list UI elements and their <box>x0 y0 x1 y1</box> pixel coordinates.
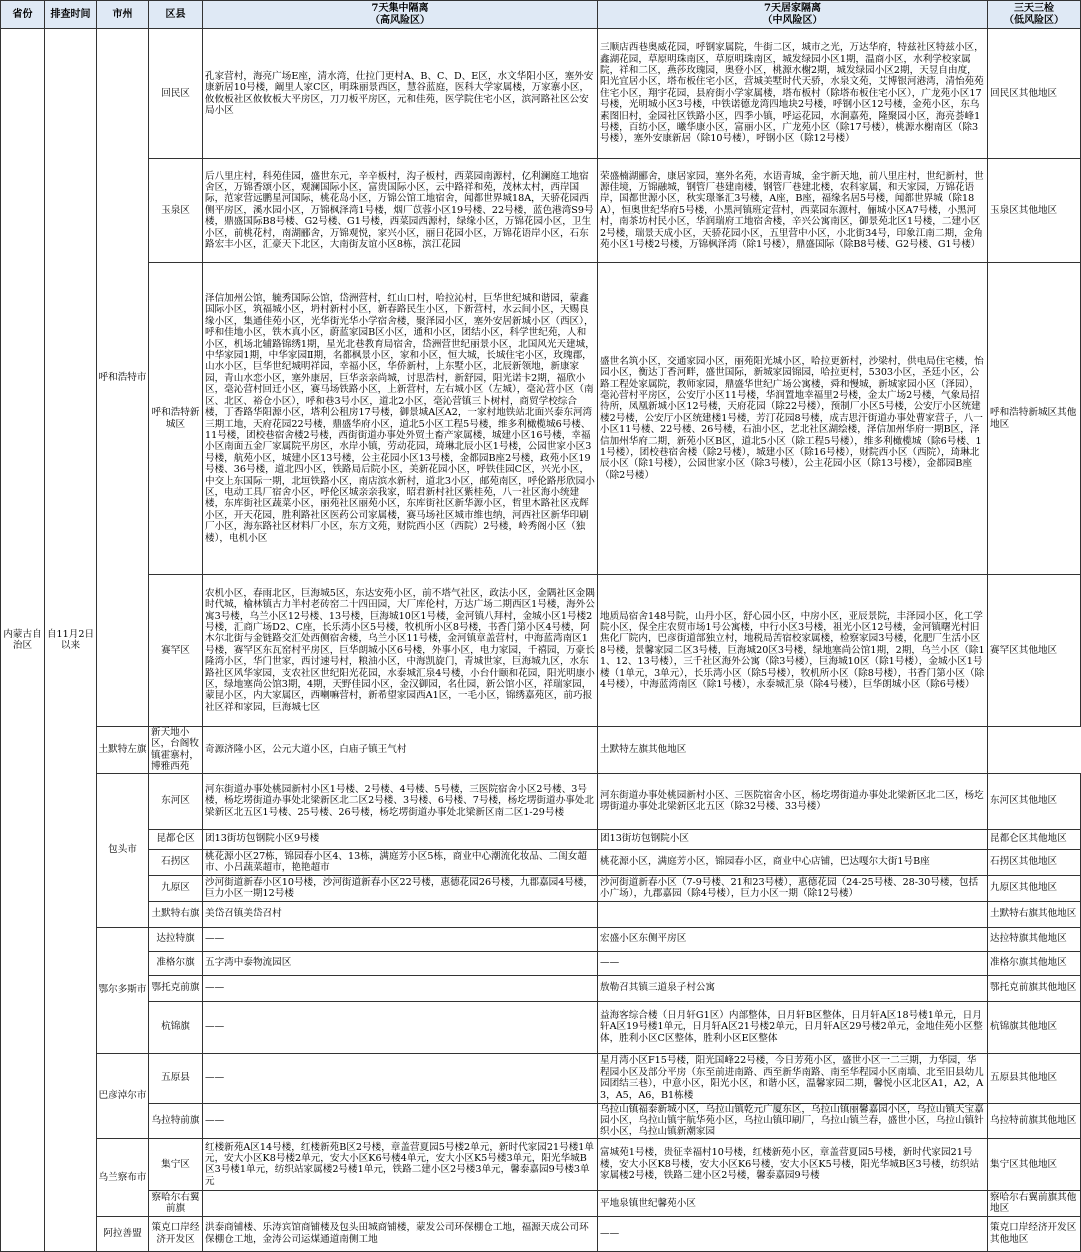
mid-risk-cell: 沙河街道新春小区（7-9号楼、21和23号楼），惠德花园（24-25号楼、28-30号楼，包括小广场），九郡嘉园（除4号楼），巨力小区一期（除12号楼） <box>598 875 988 901</box>
district-cell: 集宁区 <box>149 1138 203 1190</box>
header-mid-subtitle: （中风险区） <box>762 14 823 26</box>
district-cell: 石拐区 <box>149 849 203 875</box>
low-risk-cell: 土默特右旗其他地区 <box>988 901 1081 927</box>
low-risk-cell: 玉泉区其他地区 <box>988 159 1081 263</box>
low-risk-cell: 乌拉特前旗其他地区 <box>988 1103 1081 1138</box>
low-risk-cell: 土默特左旗其他地区 <box>598 727 988 774</box>
table-row <box>1 975 1081 1001</box>
table-row <box>1 829 1081 849</box>
district-cell: 土默特右旗 <box>149 901 203 927</box>
mid-risk-cell: 盛世名筑小区，交通家园小区，丽苑阳光城小区，哈拉更新村，沙梁村，供电局住宅楼，怡园小区，衡达丁香河畔，盛世国际，新城家园锦园，哈拉更村，5303小区，圣廷小区，公路工程处家属院，教师家园，鼎盛华世纪广场公寓楼，舜和慢城，新城家园小区（泽园），毫沁营村平房区，公安厅小区11号楼，华润置地幸福里2号楼，金太广场2号楼，气象局招待所，凤凰新城小区12号楼，天府花园（除22号楼），预制厂小区5号楼，公安厅小区统建楼2号楼，公安厅小区统建楼1号楼，芳汀花园8号楼，成吉思汗街道办事处曹家营子，八一小区11号楼、22号楼、26号楼，石油小区，艺北社区湖绘楼，泽信加州华府一期B区，泽信加州华府二期，新苑小区B区，道北5小区（除工程5号楼），维多利橄榄城（除6号楼、11号楼），团校巷宿舍楼（除2号楼），城建小区（除16号楼），财院西小区（西院），琦琳北辰小区（除1号楼），公园世家小区（除3号楼），公主花园小区（除13号楼），金都园B座（除2号楼） <box>598 263 988 575</box>
mid-risk-cell: 益海客综合楼（日月轩G1区）内部整体，日月轩B区整体，日月轩A区18号楼1单元，日月轩A区19号楼1单元，日月轩A区21号楼2单元，日月轩A区29号楼2单元，金地佳苑小区整体，胜利小区C区整体，胜利小区E区整体 <box>598 1001 988 1053</box>
province-cell: 内蒙古自治区 <box>1 29 45 1252</box>
header-time: 排查时间 <box>45 1 97 29</box>
table-row <box>1 263 1081 575</box>
high-risk-cell <box>203 1190 598 1216</box>
header-province: 省份 <box>1 1 45 29</box>
district-cell: 九原区 <box>149 875 203 901</box>
district-cell: 昆都仑区 <box>149 829 203 849</box>
table-row <box>1 901 1081 927</box>
header-low-title: 三天三检 <box>1014 3 1054 14</box>
high-risk-cell: —— <box>203 975 598 1001</box>
header-district: 区县 <box>149 1 203 29</box>
mid-risk-cell: 富城苑1号楼，贵征幸福村10号楼，红楼新苑小区，章盖营夏园5号楼，新时代家园21号楼，安大小区K8号楼，安大小区K6号楼，安大小区K5号楼，阳光华城B区3号楼，纺织站家属楼2号楼，铁路二建小区2号楼，馨泰嘉园9号楼 <box>598 1138 988 1190</box>
mid-risk-cell: 宏盛小区东侧平房区 <box>598 927 988 951</box>
table-row <box>1 951 1081 975</box>
high-risk-cell: —— <box>203 1053 598 1103</box>
table-row <box>1 1138 1081 1190</box>
district-cell: 杭锦旗 <box>149 1001 203 1053</box>
mid-risk-cell: —— <box>598 951 988 975</box>
mid-risk-cell: 三顺店西巷奥威花园，呼钢家属院，牛街二区，城市之光，万达华府，特兹社区特兹小区，鑫湖花园，草原明珠南区，草原明珠南区，城发绿园小区1期，温商小区，水利学校家属院，祥和二区，燕莎玫瑰园，奥登小区，桃源水榭2期，城发绿园小区2期，天昱自由度，阳光宜居小区，塔布板住宅小区，营城美墅时代天骄，水泉文苑，艾博银河港湾，清怡苑苑住宅小区，翔宇花园，县府街小学家属楼，塔布板村（除塔布板住宅小区），广龙苑小区17号楼，光明城小区3号楼，中铁诺德龙湾四地块2号楼，呼钢小区12号楼，金苑小区，东乌素图旧村，金园社区铁路小区，四季小镇，呼运花园，水涧嘉苑，隆聚园小区，海亮荟峰1号楼，百纺小区，曦华康小区，富丽小区，广龙苑小区（除17号楼），桃源水榭南区（除3号楼），塞外安康新居（除10号楼），呼钢小区（除12号楼） <box>598 29 988 159</box>
table-row <box>1 575 1081 727</box>
high-risk-cell: —— <box>203 927 598 951</box>
district-cell: 准格尔旗 <box>149 951 203 975</box>
low-risk-cell: 策克口岸经济开发区其他地区 <box>988 1216 1081 1251</box>
table-row <box>1 927 1081 951</box>
table-row <box>1 727 1081 774</box>
table-row <box>1 1216 1081 1251</box>
district-cell: 察哈尔右翼前旗 <box>149 1190 203 1216</box>
high-risk-cell: 新天地小区，台阁牧镇霍寨村，博雅西苑 <box>149 727 203 774</box>
district-cell: 赛罕区 <box>149 575 203 727</box>
header-row <box>1 1 1081 29</box>
low-risk-cell: 杭锦旗其他地区 <box>988 1001 1081 1053</box>
district-cell: 策克口岸经济开发区 <box>149 1216 203 1251</box>
low-risk-cell: 昆都仑区其他地区 <box>988 829 1081 849</box>
high-risk-cell: 团13街坊包钢院小区9号楼 <box>203 829 598 849</box>
district-cell: 呼和浩特新城区 <box>149 263 203 575</box>
table-row <box>1 159 1081 263</box>
low-risk-cell: 回民区其他地区 <box>988 29 1081 159</box>
mid-risk-cell: 桃花源小区，满庭芳小区，锦园春小区，商业中心店铺，巴达嘎尔大街1号B座 <box>598 849 988 875</box>
time-cell: 自11月2日以来 <box>45 29 97 1252</box>
district-cell: 五原县 <box>149 1053 203 1103</box>
high-risk-cell: 沙河街道新春小区10号楼，沙河街道新春小区22号楼，惠德花园26号楼，九郡嘉园4号楼，巨力小区一期12号楼 <box>203 875 598 901</box>
low-risk-cell: 石拐区其他地区 <box>988 849 1081 875</box>
mid-risk-cell: 团13街坊包钢院小区 <box>598 829 988 849</box>
city-cell: 乌兰察布市 <box>97 1138 149 1216</box>
mid-risk-cell <box>598 901 988 927</box>
city-cell: 阿拉善盟 <box>97 1216 149 1251</box>
mid-risk-cell: 乌拉山镇福泰新城小区，乌拉山镇乾元广厦东区，乌拉山镇丽馨嘉园小区，乌拉山镇天宝嘉园小区，乌拉山镇宇航华苑小区，乌拉山镇印刷厂，乌拉山镇兰春，盛世小区，乌拉山镇针织小区，乌拉山镇新潮家园 <box>598 1103 988 1138</box>
mid-risk-cell: 地质局宿舍148号院，山丹小区，舒心园小区，中房小区，亚辰景院，丰泽园小区，化工学院小区，保全庄农贸市场1号公寓楼，中行小区3号楼，祖光小区12号楼，金河镇曙光村旧焦化厂院内，巴彦街道部独立村，地税局苦宿校家属楼，检察家园3号楼，化肥厂生活小区8号楼，景馨家园二区3号楼，巨海城20区3号楼，绿地塞尚公馆1期，2期，乌兰小区（除11、12、13号楼），三千社区海外公寓（除3号楼），巨海城10区（除1号楼），金城小区1号楼（1单元，3单元），长乐湾小区（除5号楼），牧机所小区（除8号楼），书香门第小区（除4号楼），中海蓝湾南区（除1号楼），永泰城汇泉（除4号楼），巨华朗城小区（除6号楼） <box>598 575 988 727</box>
low-risk-cell: 准格尔旗其他地区 <box>988 951 1081 975</box>
city-cell: 呼和浩特市 <box>97 29 149 727</box>
district-cell: 乌拉特前旗 <box>149 1103 203 1138</box>
high-risk-cell: —— <box>203 1103 598 1138</box>
high-risk-cell: 孔家营村，海亮广场E座，清水湾，仕拉门更村A、B、C、D、E区，水文华阳小区，塞外安康新居10号楼，阚里人家C区，明珠丽景西区，慧谷蓝庭，医科大学家属楼，万家寨小区，攸攸板社区攸攸板大平房区，刀刀板平房区，元和佳苑，医学院住宅小区，滨河路社区公安局小区 <box>203 29 598 159</box>
mid-risk-cell: 平地泉镇世纪馨苑小区 <box>598 1190 988 1216</box>
table-row <box>1 773 1081 829</box>
city-cell: 包头市 <box>97 773 149 927</box>
low-risk-cell: 五原县其他地区 <box>988 1053 1081 1103</box>
header-mid-title: 7天居家隔离 <box>764 3 821 14</box>
district-cell: 东河区 <box>149 773 203 829</box>
low-risk-cell: 东河区其他地区 <box>988 773 1081 829</box>
mid-risk-cell: —— <box>598 1216 988 1251</box>
low-risk-cell: 赛罕区其他地区 <box>988 575 1081 727</box>
district-cell: 回民区 <box>149 29 203 159</box>
low-risk-cell: 九原区其他地区 <box>988 875 1081 901</box>
low-risk-cell: 鄂托克前旗其他地区 <box>988 975 1081 1001</box>
mid-risk-cell: 荣盛楠湖郦舍，康居家园，塞外名苑，水语青城，金宇新天地，前八里庄村，世纪新村，世源佳境，万锦融城，钢管厂巷建南楼，钢管厂巷建北楼，农科家属，和天家园，万锦花语岸，国都世源小区，秋实璟峯汇3号楼，A座，B座，福缘名居5号楼，闻都世界城（除18A），恒奥世纪华府5号楼，小黑河镇班定营村，西菜园东源村，俪城小区A7号楼，小黑河村，南茶坊村民小区，华润瑞府工地宿舍楼，辛兴公寓南区，御景苑北区1号楼，二建小区2号楼，瑞景天成小区，天骄花园小区，五里营中小区，小北街34号，印象江南二期，金角苑小区1号楼2号楼，万锦枫泽湾（除1号楼），鼎盛国际（除B8号楼、G2号楼、G1号楼） <box>598 159 988 263</box>
header-mid-risk <box>598 1 988 29</box>
table-row <box>1 875 1081 901</box>
table-row <box>1 849 1081 875</box>
header-city: 市州 <box>97 1 149 29</box>
low-risk-cell: 集宁区其他地区 <box>988 1138 1081 1190</box>
header-low-subtitle: （低风险区） <box>1004 14 1064 26</box>
mid-risk-cell: 奇源济隆小区，公元大道小区，白庙子镇王气村 <box>203 727 598 774</box>
high-risk-cell: 五字湾中泰物流园区 <box>203 951 598 975</box>
table-row <box>1 1001 1081 1053</box>
low-risk-cell: 呼和浩特新城区其他地区 <box>988 263 1081 575</box>
mid-risk-cell: 星月湾小区F15号楼，阳光国峰22号楼，今日芳苑小区，盛世小区一二三期，力华园，华程园小区及部分平房（东至前进南路、西至新华南路、南至华程园小区南墙、北至旧县幼儿园团结三巷），中意小区，阳光小区，和谐小区，温馨家园二期，馨悦小区北区A1，A2，A3，A5，A6，B1栋楼 <box>598 1053 988 1103</box>
high-risk-cell: 美岱召镇美岱召村 <box>203 901 598 927</box>
header-high-subtitle: （高风险区） <box>370 14 430 26</box>
header-high-risk <box>203 1 598 29</box>
mid-risk-cell: 敖勒召其镇三道泉子村公寓 <box>598 975 988 1001</box>
district-cell: 鄂托克前旗 <box>149 975 203 1001</box>
high-risk-cell: 桃花源小区27栋，锦园春小区4、13栋，满庭芳小区5栋，商业中心潮流化妆品、二闺女超市、小吕蔬菜超市，艳艳超市 <box>203 849 598 875</box>
table-row <box>1 1103 1081 1138</box>
table-row <box>1 29 1081 159</box>
high-risk-cell: 农机小区，春雨北区，巨海城5区，东达安苑小区，前不塔气社区，政法小区，金隅社区金隅时代城，榆林镇古力半村老砖窑二十四田园，大厂库伦村，万达广场二期西区1号楼，海外公寓3号楼，乌兰小区12号楼、13号楼，巨海城10区1号楼，金河镇八拜村，金城小区1号楼2号楼，汇商广场D2、C座，长乐湾小区5号楼，牧机所小区8号楼，书香门第小区4号楼，阿木尔北街与金链路交汇处西侧宿舍楼，乌兰小区11号楼，金河镇章盖营村，中海蓝湾南区1号楼，赛罕区东瓦窑村平房区，巨华朗城小区6号楼，外事小区，电力家园，千禧园，万豪长隆湾小区，华门世家，西讨速号村，粮油小区，中海凯旋门，青城世家，巨海城九区，水东路社区风华家园，支农社区世纪阳光花园，水泰城汇泉4号楼，小台什颐和花园，阳光明康小区，绿地塞尚公馆3期，4期，天野佳园小区，金汉御园，名仕园，新公馆小区，祥瑞家园，蒙昆小区，内大家属区，西喇嘛营村，新希望家园西A1区，一毛小区，锦绣嘉苑区，前巧报社区祥和家园，巨海城七区 <box>203 575 598 727</box>
mid-risk-cell: 河东街道办事处桃园新村小区、三医院宿舍小区，杨圪塄街道办事处北梁新区北二区，杨圪塄街道办事处北梁新区北五区（除32号楼、33号楼） <box>598 773 988 829</box>
high-risk-cell: 河东街道办事处桃园新村小区1号楼、2号楼、4号楼、5号楼，三医院宿舍小区2号楼、3号楼，杨圪塄街道办事处北梁新区北二区2号楼、3号楼、6号楼、7号楼，杨圪塄街道办事处北梁新区北五区1号楼、25号楼、26号楼，杨圪塄街道办事处北梁新区南二区1-29号楼 <box>203 773 598 829</box>
high-risk-cell: 泽信加州公馆，毓秀国际公馆，岱洲营村，红山口村，哈拉沁村，巨华世纪城和谐园，蒙鑫国际小区，筑福城小区，坍村新村小区，新春路民生小区，下新营村，水云间小区，天赐良缘小区，集通佳苑小区，光华街光华小学宿舍楼，聚泽园小区，塞外安居新城小区（西区），呼和佳地小区，铁木真小区，蔚蓝家园B区小区，通和小区，团结小区，科学世纪苑，人和小区，机场北辅路锦绣1期，星光北巷教育局宿舍，岱洲营世纪丽景小区，北国风光天建城，中华家园1期，中华家园Ⅱ期，名都枫景小区，家和小区，恒大城，长城住宅小区，玫瑰郡，山水小区，巨华世纪城明祥园，幸福小区，华侨新村，上东墅小区，北辰新领地，新康家园，青山水恋小区，塞外康居，巨华亲亲尚城，讨思浩村，新舒园，阳光诺卡2期，福欣小区，毫沁营村回迁小区，赛马场铁路小区，上新营村，左右城小区（左城），毫沁营小区（南区、北区、裕仓小区），呼和巷3号小区，道北2小区，毫沁营镇三卜树村，商贸学校综合楼，丁香路华阳源小区，塔利公租房17号楼，御景城A区A2，一家村地铁站北面兴泰东河湾三期工地，天府花园22号楼，鼎盛华府小区，道北5小区工程5号楼，维多利橄榄城6号楼、11号楼，团校巷宿舍楼2号楼，西街街道办事处外贸土畜产家属楼，城建小区16号楼，幸福小区南面五金厂家属院平房区，水岸小镇，劳动花园，琦琳北辰小区1号楼，公园世家小区3号楼，航苑小区，城建小区13号楼，公主花园小区13号楼，金都园B座2号楼，政苑小区19号楼、36号楼，道北四小区，铁路局后院小区，美新花园小区，呼铁佳园C区，兴光小区，中交上东国际一期，北垣铁路小区，南店滨水新村，道北3小区，邮苑南区，呼伦路彤欣园小区，电动工具厂宿舍小区，呼伦区城亲亲我家，昭君新村社区紫桂苑，八一社区海小统建楼，东库街社区蔬菜小区，丽苑社区丽苑小区，东库街社区新华源小区，哲里木路社区戎辉小区，开天花园，胜利路社区医药公司家属楼，赛马场社区城市维也纳，河西社区新华印刷厂小区，海东路社区材料厂小区，东方文苑，财院西小区（西院）2号楼，岭秀阁小区（独楼），电机小区 <box>203 263 598 575</box>
district-cell: 达拉特旗 <box>149 927 203 951</box>
table-row <box>1 1190 1081 1216</box>
high-risk-cell: 后八里庄村，科苑佳园，盛世东元，辛辛板村，沟子板村，西菜园南源村，亿利澜庭工地宿舍区，万锦香颂小区，观澜国际小区，富贵国际小区，云中路祥和苑，茂林太村，西岸国际，范家营远鹏星河国际，桃花岛小区，万锦公馆工地宿舍，闻都世界城18A，天骄花园西侧平房区，溪水园小区，万锦枫泽湾1号楼，烟厂苡蓉小区19号楼、22号楼，蓝色港湾S9号楼，鼎盛国际B8号楼、G2号楼、G1号楼，西菜园西源村，绿缘小区，万锦花园小区，卫生小区，前桃花村，南湖郦舍，万锦观悦，家兴小区，丽日花园小区，万锦花语岸小区，石东路宏丰小区，汇豪天下北区，大南街友谊小区8栋，滨江花园 <box>203 159 598 263</box>
city-cell: 鄂尔多斯市 <box>97 927 149 1053</box>
district-cell: 土默特左旗 <box>97 727 149 774</box>
district-cell: 玉泉区 <box>149 159 203 263</box>
city-cell: 巴彦淖尔市 <box>97 1053 149 1138</box>
header-low-risk <box>988 1 1081 29</box>
table-row <box>1 1053 1081 1103</box>
high-risk-cell: 红楼新苑A区14号楼，红楼新苑B区2号楼，章盖营夏园5号楼2单元，新时代家园21号楼1单元，安大小区K8号楼2单元，安大小区K6号楼4单元，安大小区K5号楼3单元，阳光华城B区3号楼1单元，纺织站家属楼2号楼1单元，铁路二建小区2号楼3单元，馨泰嘉园9号楼3单元 <box>203 1138 598 1190</box>
high-risk-cell: —— <box>203 1001 598 1053</box>
low-risk-cell: 达拉特旗其他地区 <box>988 927 1081 951</box>
low-risk-cell: 察哈尔右翼前旗其他地区 <box>988 1190 1081 1216</box>
high-risk-cell: 洪泰商铺楼、乐涛宾馆商铺楼及包头田城商铺楼，蒙发公司环保棚仓工地，福源天成公司环保棚仓工地，金涛公司运煤通道南侧工地 <box>203 1216 598 1251</box>
header-high-title: 7天集中隔离 <box>371 3 429 14</box>
